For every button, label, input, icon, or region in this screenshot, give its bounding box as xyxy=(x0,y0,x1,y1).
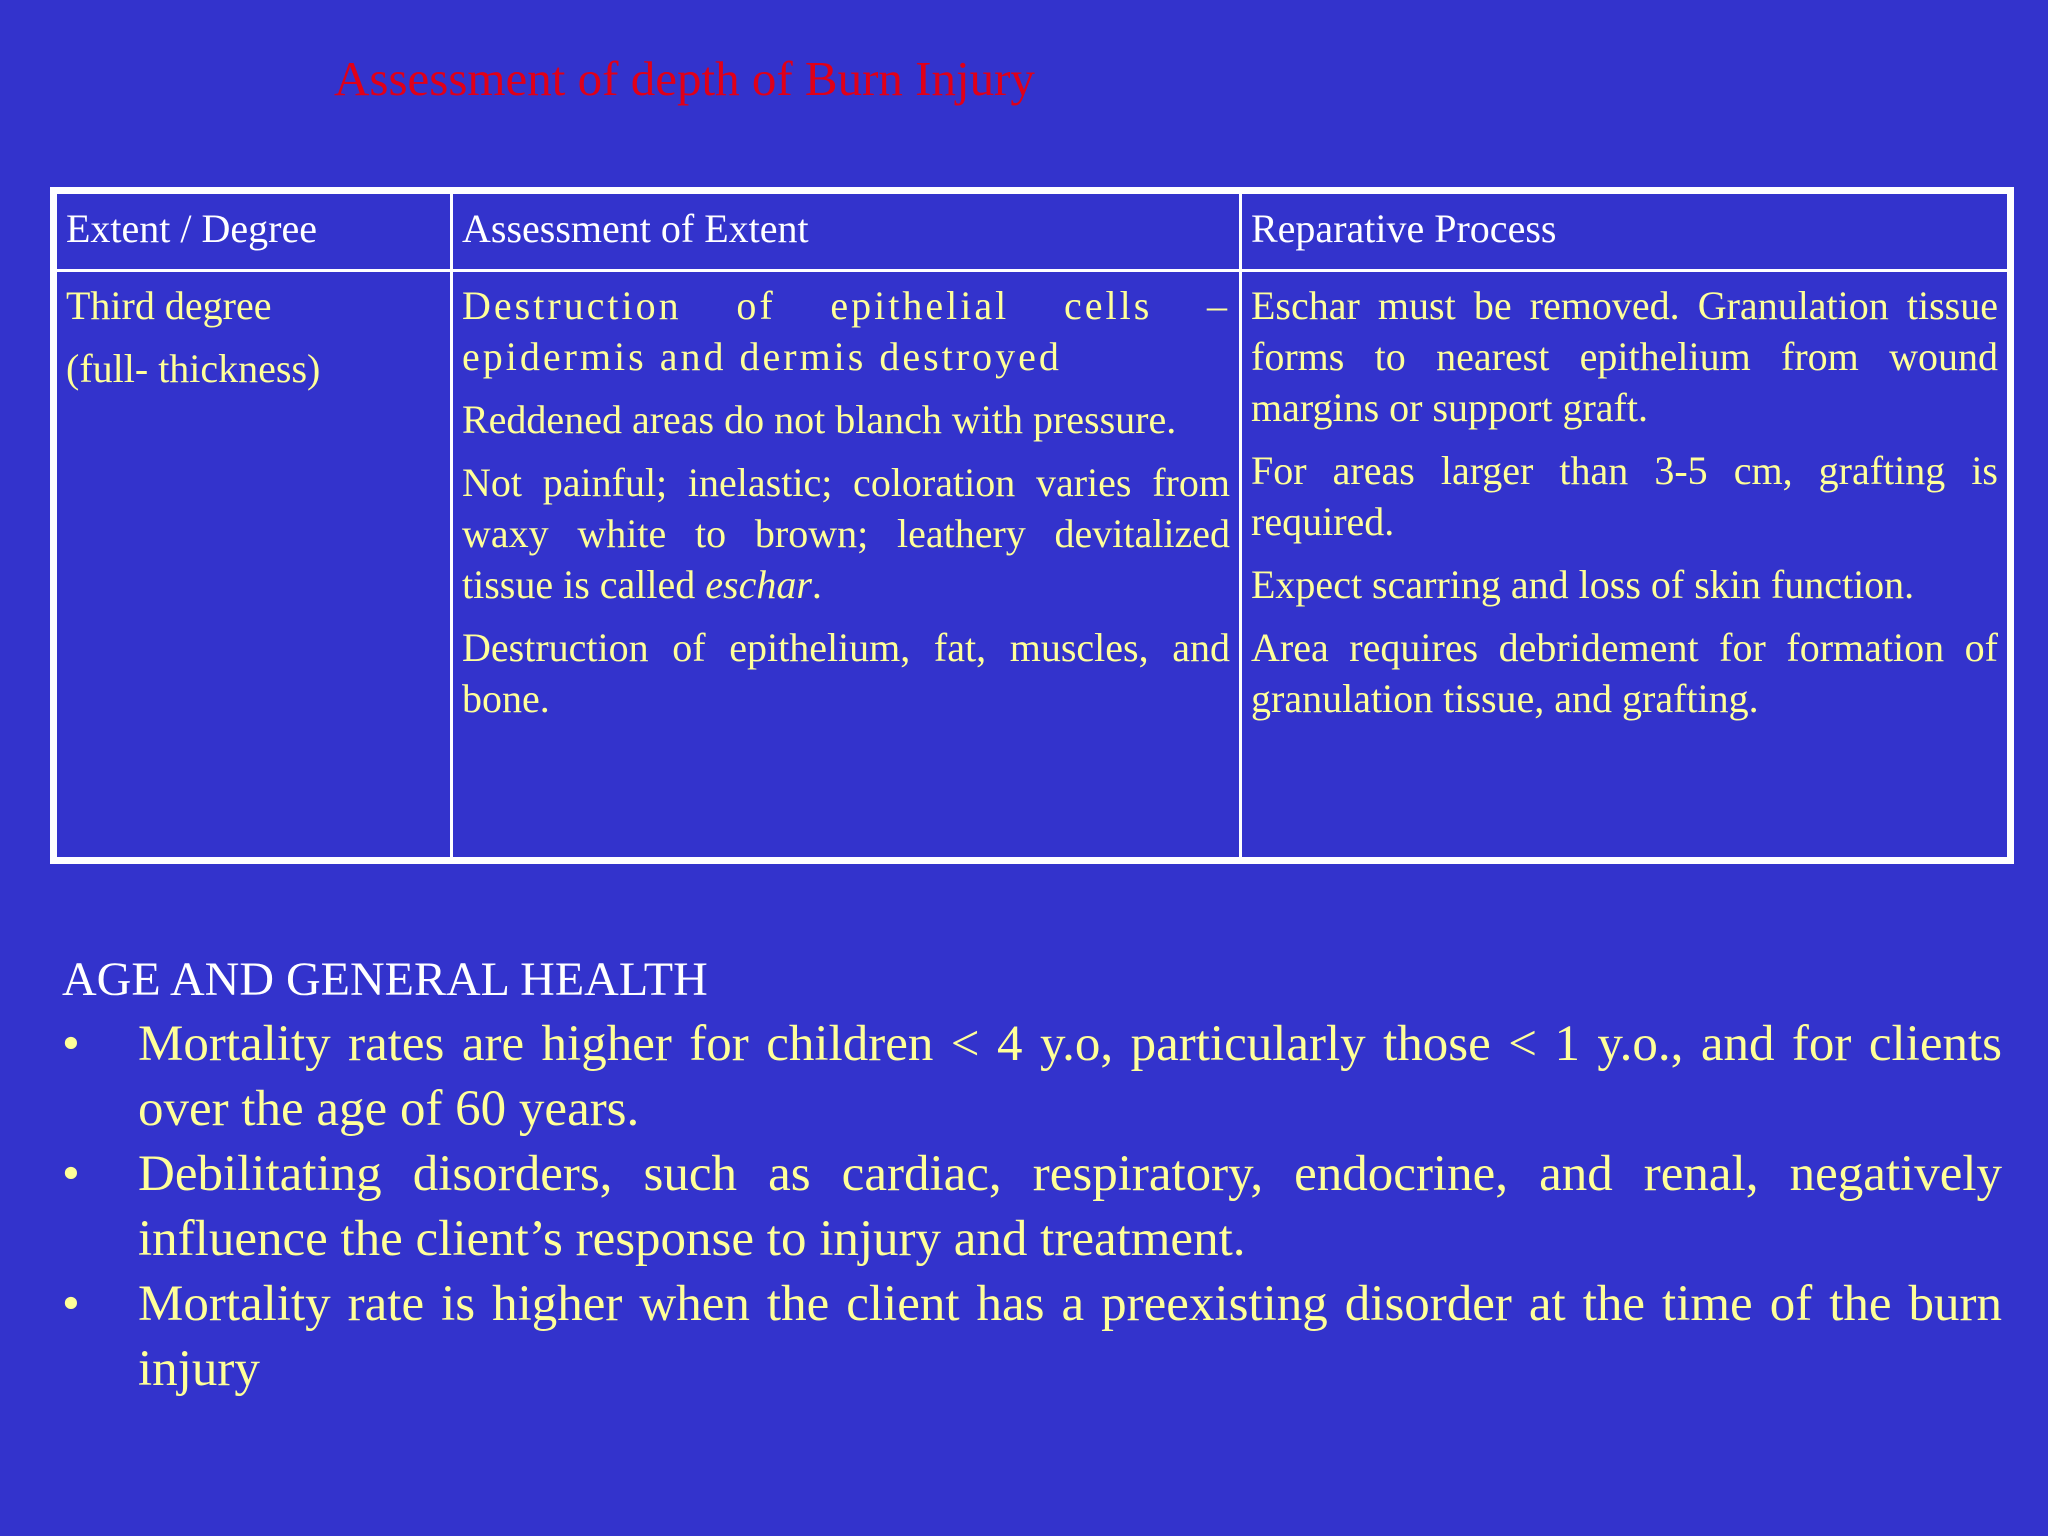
reparative-eschar-removed: Eschar must be removed. Granulation tissue forms to nearest epithelium from wound margins or support graft. xyxy=(1251,283,1998,430)
bullet-icon: • xyxy=(62,1276,80,1332)
reparative-scarring: Expect scarring and loss of skin function. xyxy=(1251,562,1915,607)
header-assessment-of-extent: Assessment of Extent xyxy=(452,193,1241,271)
bullet-text: Debilitating disorders, such as cardiac, respiratory, endocrine, and renal, negatively influence the client’s response to injury and treatment. xyxy=(138,1146,2002,1267)
assessment-reddened-areas: Reddened areas do not blanch with pressure. xyxy=(462,397,1177,442)
assessment-destruction-epithelial: Destruction of epithelial cells – epidermis and dermis destroyed xyxy=(462,283,1230,379)
bullet-list xyxy=(62,1012,2002,1402)
bullet-text: Mortality rate is higher when the client has a preexisting disorder at the time of the burn injury xyxy=(138,1276,2002,1397)
burn-depth-table xyxy=(50,187,2014,864)
list-item xyxy=(62,1012,2002,1142)
bullet-icon: • xyxy=(62,1016,80,1072)
age-health-section xyxy=(62,948,2002,1402)
table-row xyxy=(56,271,2009,859)
reparative-grafting-required: For areas larger than 3-5 cm, grafting is required. xyxy=(1251,448,1998,544)
reparative-debridement: Area requires debridement for formation of granulation tissue, and grafting. xyxy=(1251,625,1998,721)
header-reparative-process: Reparative Process xyxy=(1241,193,2009,271)
eschar-term: eschar xyxy=(705,562,812,607)
assessment-period: . xyxy=(811,562,822,607)
section-heading: AGE AND GENERAL HEALTH xyxy=(62,953,708,1006)
list-item xyxy=(62,1272,2002,1402)
table-header-row xyxy=(56,193,2009,271)
bullet-icon: • xyxy=(62,1146,80,1202)
assessment-cell xyxy=(452,271,1241,859)
header-extent-degree: Extent / Degree xyxy=(56,193,452,271)
slide-title: Assessment of depth of Burn Injury xyxy=(334,51,1035,106)
assessment-not-painful xyxy=(462,457,1230,610)
bullet-text: Mortality rates are higher for children < 4 y.o, particularly those < 1 y.o., and for clients over the age of 60 years. xyxy=(138,1016,2002,1137)
assessment-not-painful-text: Not painful; inelastic; coloration varies from waxy white to brown; leathery devitalized tissue is called xyxy=(462,460,1230,607)
degree-thickness: (full- thickness) xyxy=(66,346,321,391)
reparative-cell xyxy=(1241,271,2009,859)
degree-cell xyxy=(56,271,452,859)
assessment-destruction-tissue: Destruction of epithelium, fat, muscles, and bone. xyxy=(462,625,1230,721)
degree-name: Third degree xyxy=(66,283,272,328)
list-item xyxy=(62,1142,2002,1272)
